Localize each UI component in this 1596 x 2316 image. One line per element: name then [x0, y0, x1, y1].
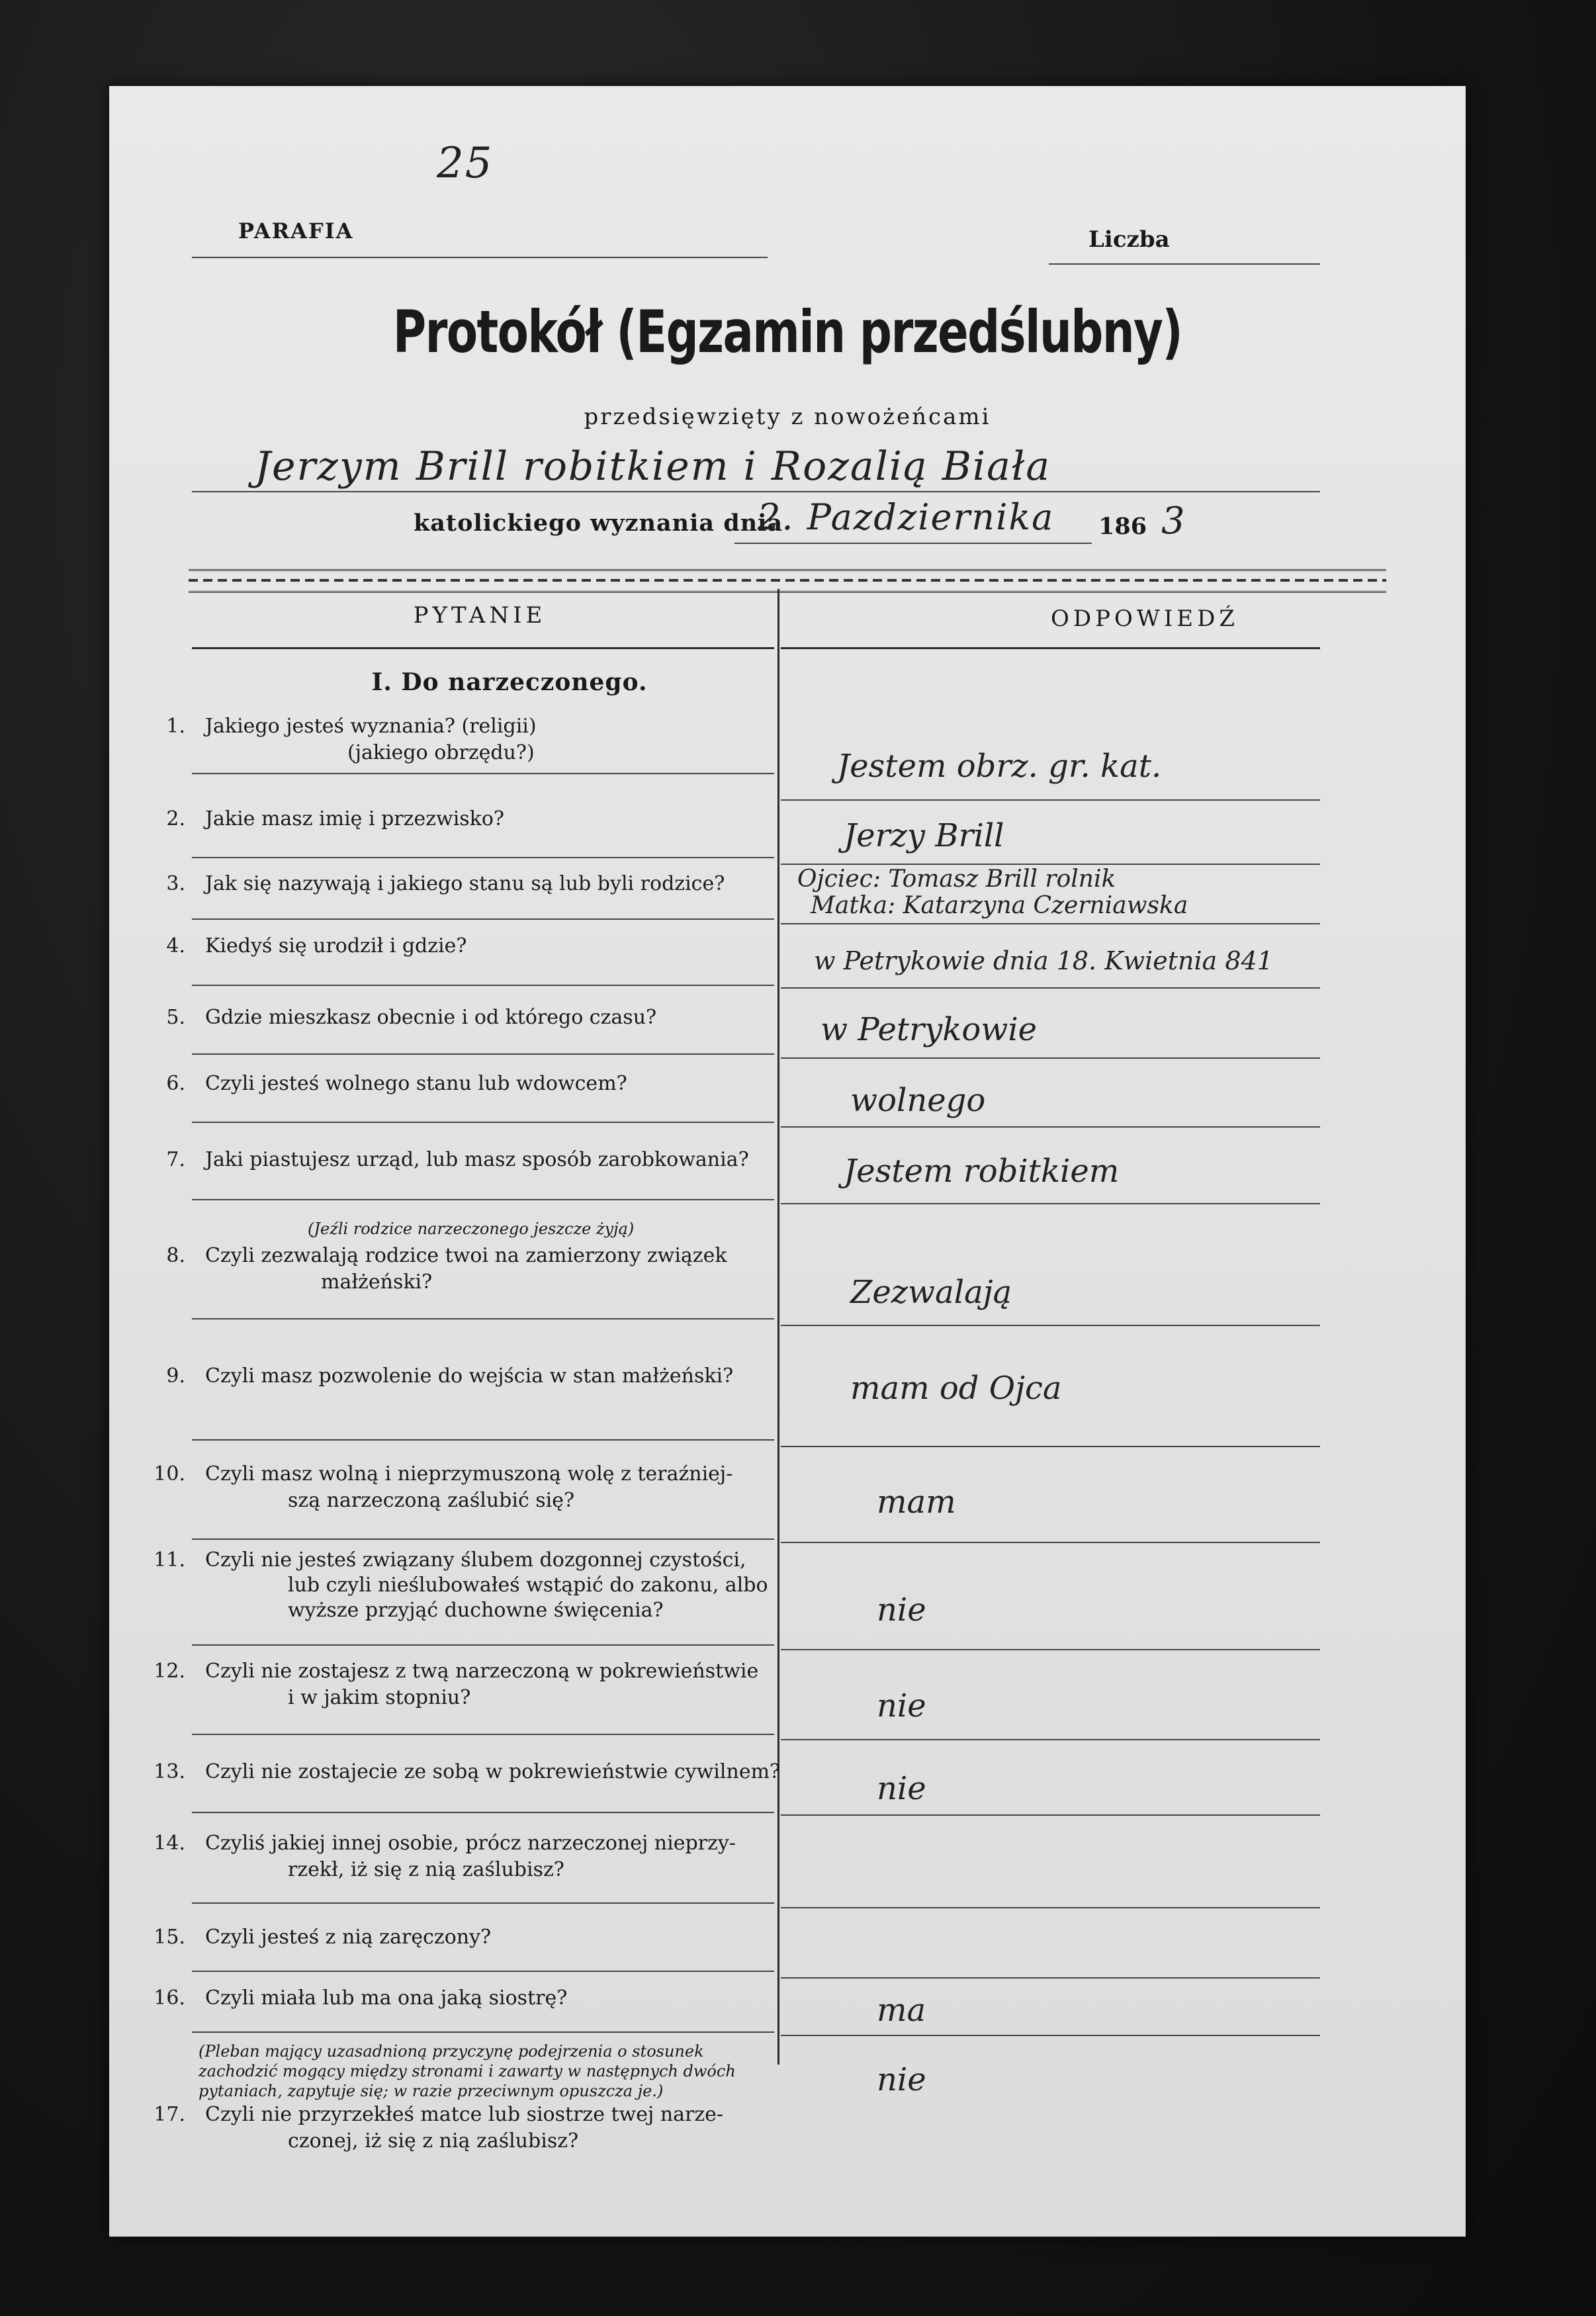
document-title: Protokół (Egzamin przedślubny) [392, 298, 1182, 366]
answer-12: nie [877, 1687, 926, 1724]
answer-rule [781, 1057, 1320, 1059]
liczba-label: Liczba [1088, 226, 1170, 253]
answer-rule [781, 1739, 1320, 1740]
question-text: Czyli nie jesteś związany ślubem dozgonnej czystości, [205, 1548, 746, 1572]
header-rule-left [192, 647, 774, 649]
answer-8: Zezwalają [850, 1274, 1012, 1311]
question-number: 10. [154, 1462, 185, 1486]
answer-rule [781, 1649, 1320, 1650]
question-number: 5. [166, 1006, 185, 1029]
question-number: 12. [154, 1660, 185, 1683]
question-number: 13. [154, 1760, 185, 1783]
question-text: małżeński? [321, 1270, 433, 1294]
year-printed: 186 [1098, 513, 1147, 540]
question-text: szą narzeczoną zaślubić się? [288, 1489, 575, 1512]
question-text: wyższe przyjąć duchowne święcenia? [288, 1599, 664, 1622]
date-handwritten: 2. Pazdziernika [758, 496, 1055, 538]
row-rule [192, 1734, 774, 1735]
question-text: i w jakim stopniu? [288, 1686, 471, 1709]
answer-10: mam [877, 1484, 956, 1521]
question-text: Czyli nie zostajecie ze sobą w pokrewieństwie cywilnem? [205, 1760, 781, 1783]
row-rule [192, 1971, 774, 1972]
question-number: 17. [154, 2103, 185, 2126]
row-rule [192, 773, 774, 774]
row-rule [192, 1902, 774, 1904]
row-rule [192, 985, 774, 986]
answer-rule [781, 1542, 1320, 1543]
answer-4: w Petrykowie dnia 18. Kwietnia 841 [814, 946, 1273, 975]
question-text: Jak się nazywają i jakiego stanu są lub byli rodzice? [205, 872, 725, 895]
question-text: Czyli nie przyrzekłeś matce lub siostrze twej narze- [205, 2103, 724, 2126]
question-text: Jakiego jesteś wyznania? (religii) [205, 715, 537, 738]
column-header-answer: ODPOWIEDŹ [1051, 605, 1239, 632]
question-number: 7. [166, 1148, 185, 1171]
answer-3-mother: Matka: Katarzyna Czerniawska [811, 892, 1188, 919]
answer-17: nie [877, 2061, 926, 2098]
row-rule [192, 1644, 774, 1646]
question-text: Czyli nie zostajesz z twą narzeczoną w pokrewieństwie [205, 1660, 759, 1683]
answer-5: w Petrykowie [820, 1011, 1038, 1048]
liczba-line [1049, 263, 1320, 265]
answer-rule [781, 1203, 1320, 1204]
answer-rule [781, 1977, 1320, 1979]
question-text: Czyli jesteś z nią zaręczony? [205, 1926, 492, 1949]
row-rule [192, 1053, 774, 1055]
question-text: Czyli miała lub ma ona jaką siostrę? [205, 1986, 568, 2010]
document-subtitle: przedsięwzięty z nowożeńcami [584, 404, 991, 430]
question-note: (Pleban mający uzasadnioną przyczynę podejrzenia o stosunek zachodzić mogący między stronami i zawarty w następnych dwóch pytaniach, zapytuje się; w razie przeciwnym opuszcza je.) [199, 2042, 736, 2100]
question-text: Czyli masz wolną i nieprzymuszoną wolę z teraźniej- [205, 1462, 733, 1486]
question-text: Gdzie mieszkasz obecnie i od którego czasu? [205, 1006, 657, 1029]
question-text: Czyli jesteś wolnego stanu lub wdowcem? [205, 1072, 627, 1095]
question-number: 11. [154, 1548, 185, 1572]
row-rule [192, 2031, 774, 2033]
question-number: 14. [154, 1832, 185, 1855]
question-text: (jakiego obrzędu?) [347, 741, 535, 764]
answer-rule [781, 1907, 1320, 1908]
question-text: Czyli masz pozwolenie do wejścia w stan małżeński? [205, 1364, 734, 1388]
answer-rule [781, 799, 1320, 801]
question-text: Kiedyś się urodził i gdzie? [205, 934, 467, 958]
row-rule [192, 1199, 774, 1200]
question-text: lub czyli nieślubowałeś wstąpić do zakonu, albo [288, 1574, 768, 1597]
answer-2: Jerzy Brill [844, 817, 1004, 854]
question-number: 9. [166, 1364, 185, 1388]
answer-13: nie [877, 1770, 926, 1807]
row-rule [192, 1122, 774, 1123]
question-number: 3. [166, 872, 185, 895]
column-header-question: PYTANIE [413, 602, 547, 629]
row-rule [192, 918, 774, 920]
answer-16: ma [877, 1992, 926, 2029]
denomination-label: katolickiego wyznania dnia [414, 510, 783, 537]
question-note: (Jeźli rodzice narzeczonego jeszcze żyją) [308, 1220, 635, 1238]
answer-rule [781, 1446, 1320, 1447]
answer-rule [781, 923, 1320, 924]
page-number: 25 [437, 139, 494, 188]
question-text: Jakie masz imię i przezwisko? [205, 807, 505, 830]
header-rule-right [781, 647, 1320, 649]
date-line [734, 543, 1092, 544]
answer-7: Jestem robitkiem [844, 1153, 1120, 1190]
row-rule [192, 857, 774, 858]
question-number: 6. [166, 1072, 185, 1095]
answer-11: nie [877, 1591, 926, 1628]
row-rule [192, 1439, 774, 1441]
column-divider [777, 589, 779, 2065]
question-number: 2. [166, 807, 185, 830]
parafia-line [192, 257, 768, 258]
section-heading: I. Do narzeczonego. [371, 668, 648, 696]
row-rule [192, 1318, 774, 1319]
question-number: 16. [154, 1986, 185, 2010]
document-sheet [109, 86, 1466, 2237]
question-text: czonej, iż się z nią zaślubisz? [288, 2129, 579, 2153]
answer-6: wolnego [850, 1082, 986, 1119]
row-rule [192, 1812, 774, 1813]
parafia-label: PARAFIA [238, 218, 354, 244]
answer-rule [781, 1814, 1320, 1816]
question-number: 1. [166, 715, 185, 738]
answer-rule [781, 1325, 1320, 1326]
answer-rule [781, 864, 1320, 865]
question-text: Jaki piastujesz urząd, lub masz sposób zarobkowania? [205, 1148, 749, 1171]
answer-3-father: Ojciec: Tomasz Brill rolnik [797, 866, 1116, 893]
question-text: Czyli zezwalają rodzice twoi na zamierzony związek [205, 1244, 727, 1267]
couple-names: Jerzym Brill robitkiem i Rozalią Biała [255, 443, 1051, 490]
ornamental-divider [189, 569, 1386, 593]
question-number: 4. [166, 934, 185, 958]
answer-rule [781, 1126, 1320, 1128]
question-text: rzekł, iż się z nią zaślubisz? [288, 1858, 564, 1881]
answer-rule [781, 987, 1320, 989]
question-number: 15. [154, 1926, 185, 1949]
row-rule [192, 1538, 774, 1540]
answer-rule [781, 2035, 1320, 2036]
question-number: 8. [166, 1244, 185, 1267]
answer-1: Jestem obrz. gr. kat. [837, 748, 1162, 785]
couple-line [192, 491, 1320, 492]
year-handwritten: 3 [1161, 500, 1186, 543]
answer-9: mam od Ojca [850, 1370, 1062, 1407]
question-text: Czyliś jakiej innej osobie, prócz narzeczonej nieprzy- [205, 1832, 736, 1855]
